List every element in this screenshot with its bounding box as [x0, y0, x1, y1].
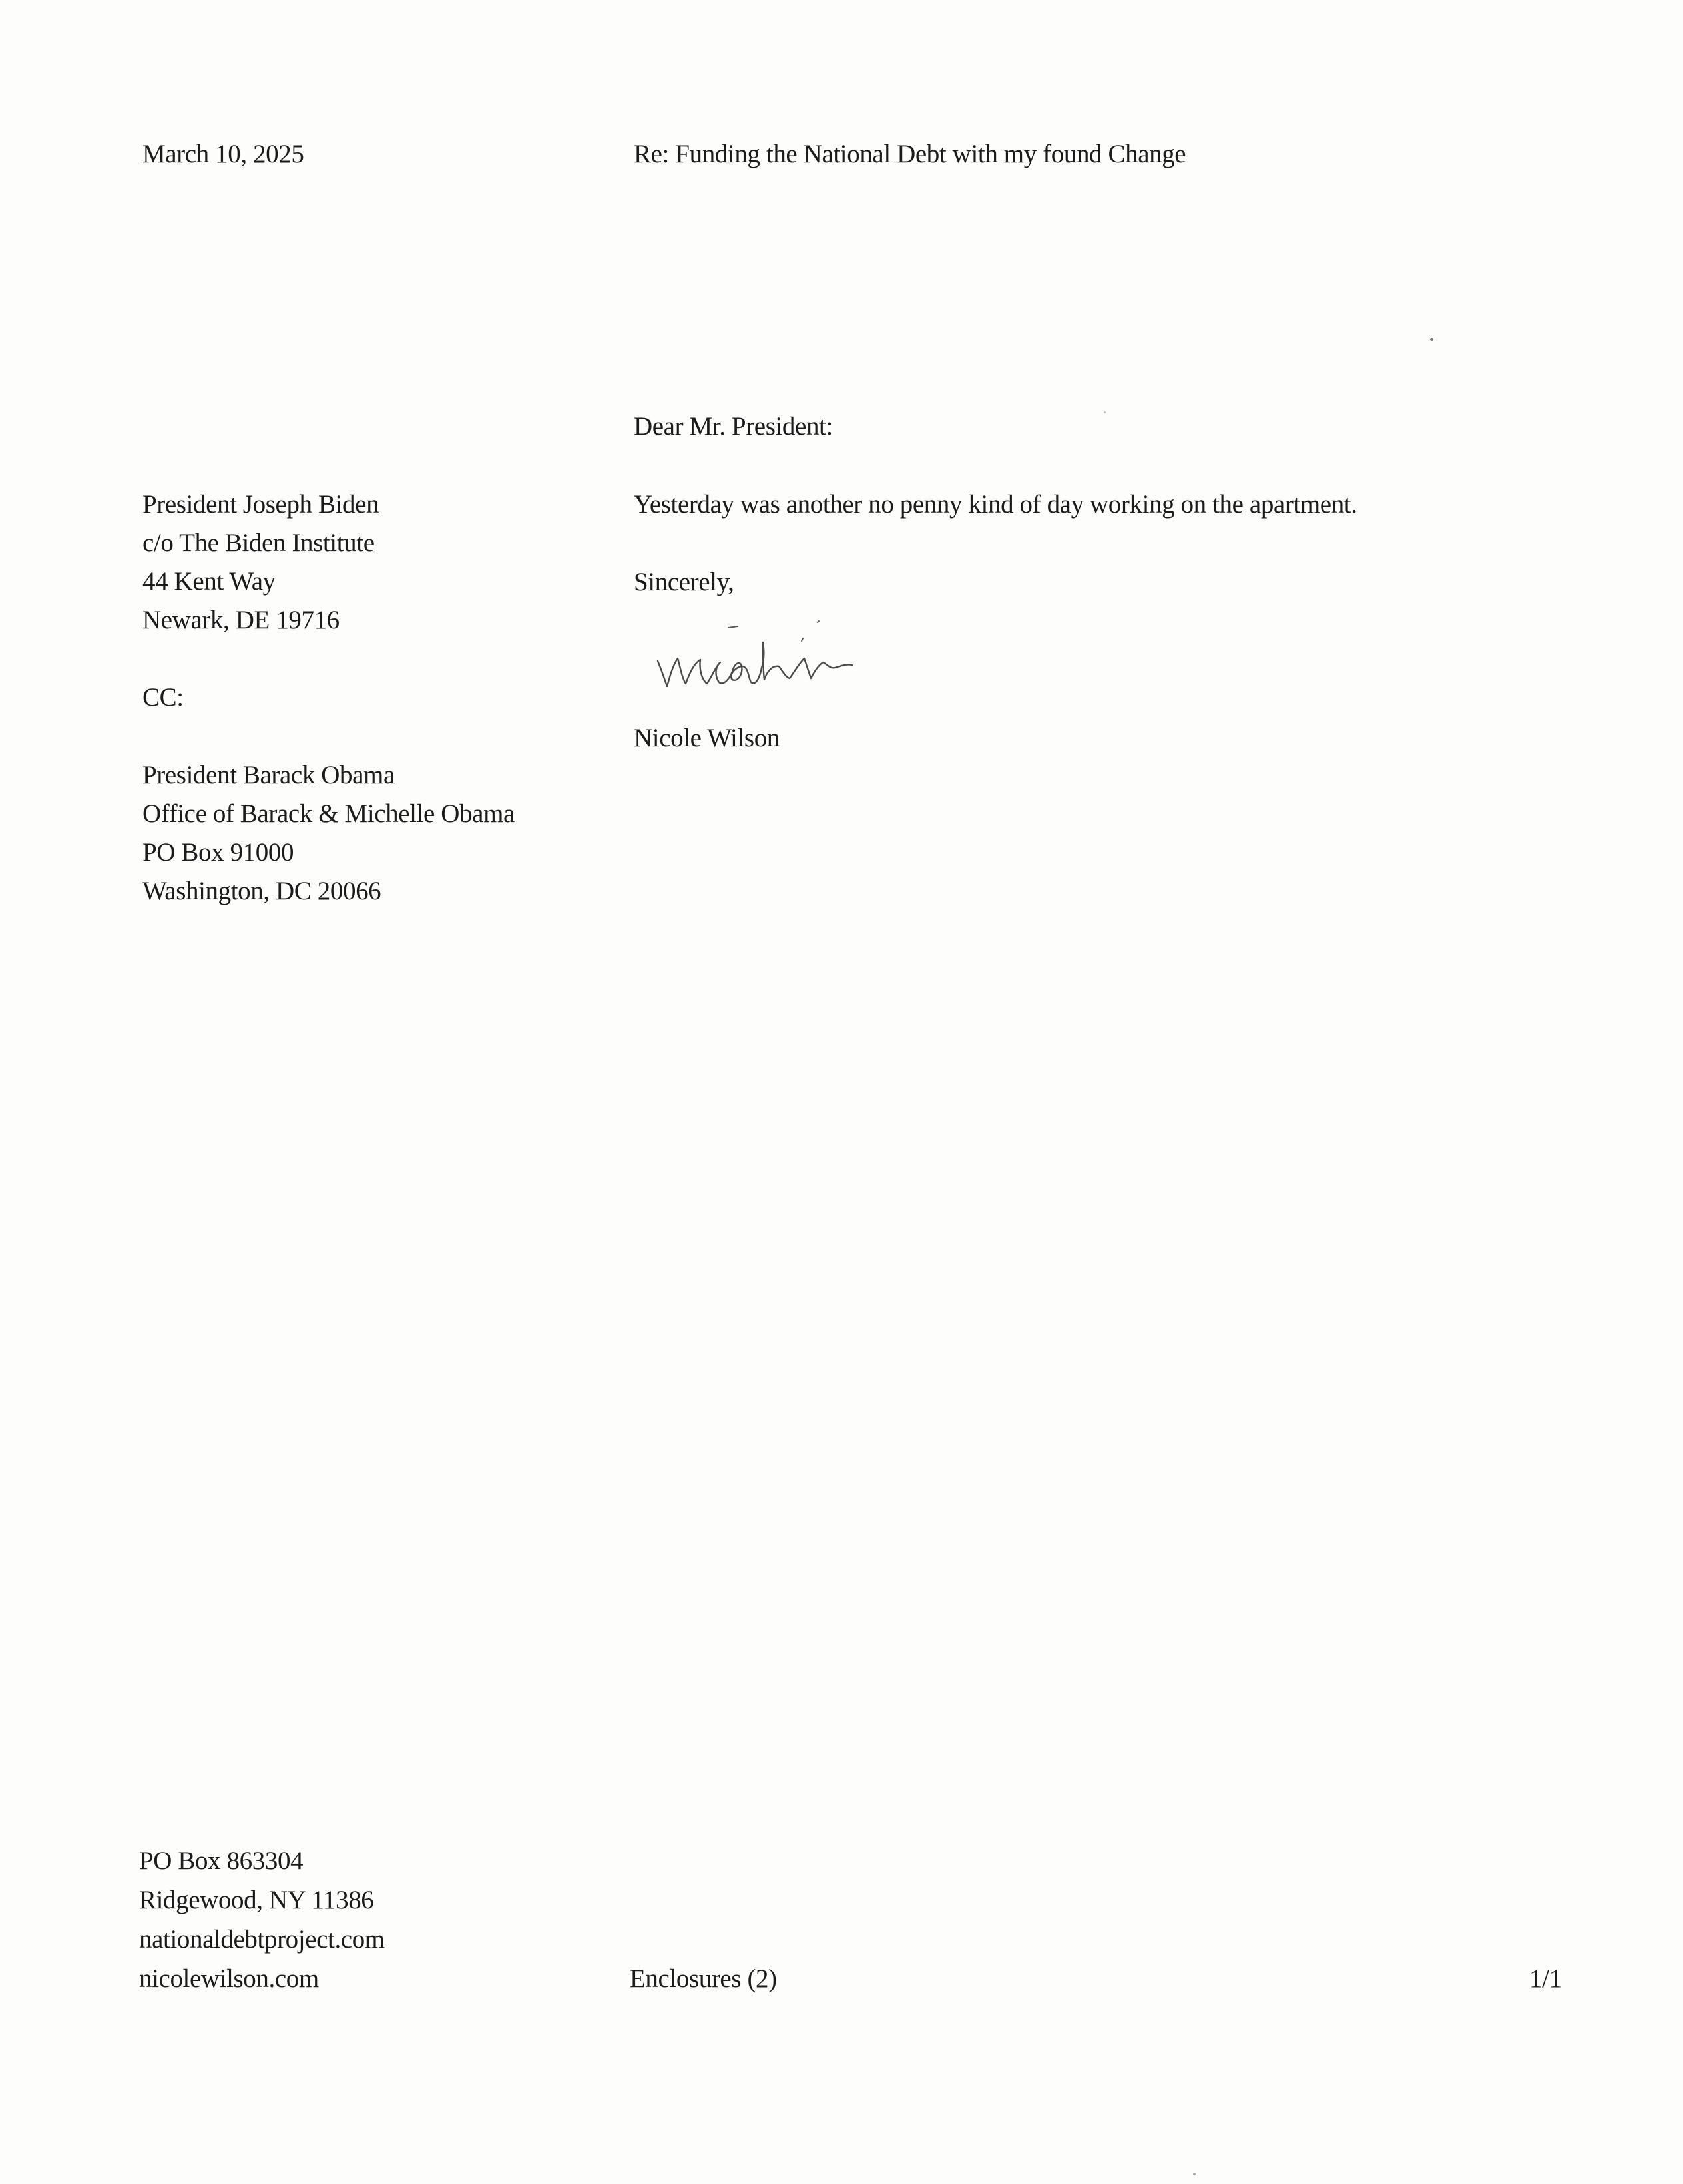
- recipient-line: Newark, DE 19716: [142, 606, 340, 634]
- closing: Sincerely,: [634, 568, 734, 596]
- handwritten-signature: [652, 602, 945, 702]
- return-address-line: nicolewilson.com: [139, 1964, 319, 1993]
- scan-speck: [1104, 411, 1106, 413]
- recipient-line: President Joseph Biden: [142, 490, 379, 519]
- cc-label: CC:: [142, 683, 184, 712]
- recipient-line: c/o The Biden Institute: [142, 529, 375, 557]
- page-number: 1/1: [1529, 1964, 1562, 1993]
- salutation: Dear Mr. President:: [634, 412, 833, 441]
- cc-line: Washington, DC 20066: [142, 877, 381, 905]
- scan-speck: [1193, 2173, 1196, 2175]
- letter-date: March 10, 2025: [142, 140, 304, 168]
- scan-speck: [1430, 338, 1433, 341]
- cc-line: President Barack Obama: [142, 761, 395, 789]
- return-address-line: PO Box 863304: [139, 1847, 304, 1875]
- cc-line: PO Box 91000: [142, 838, 294, 867]
- return-address-line: nationaldebtproject.com: [139, 1925, 385, 1954]
- signer-name: Nicole Wilson: [634, 724, 780, 752]
- return-address: [139, 1841, 385, 1998]
- letter-subject: Re: Funding the National Debt with my found Change: [634, 140, 1186, 168]
- cc-line: Office of Barack & Michelle Obama: [142, 799, 515, 828]
- return-address-line: Ridgewood, NY 11386: [139, 1886, 374, 1914]
- recipient-address: [142, 485, 379, 640]
- letter-body: Yesterday was another no penny kind of day working on the apartment.: [634, 490, 1357, 519]
- enclosures-note: Enclosures (2): [630, 1964, 777, 1993]
- cc-address: [142, 756, 515, 911]
- recipient-line: 44 Kent Way: [142, 567, 276, 596]
